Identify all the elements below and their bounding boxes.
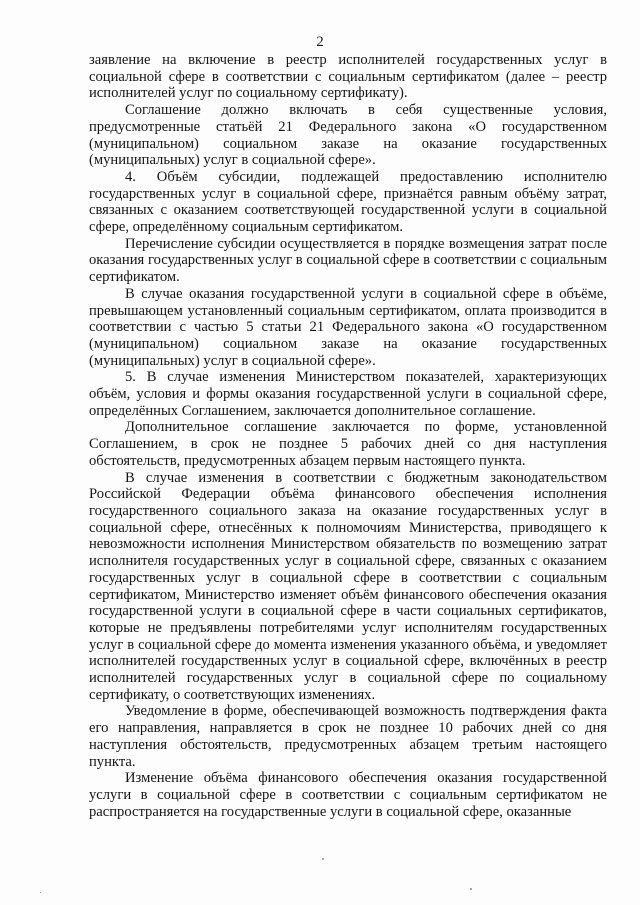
document-body [89,52,607,820]
paragraph: Дополнительное соглашение заключается по форме, установленной Соглашением, в срок не позднее 5 рабочих дней со дня наступления обстоятельств, предусмотренных абзацем первым настоящего пункта. [89,419,607,469]
scan-speck [322,858,324,860]
paragraph-item-5: 5. В случае изменения Министерством показателей, характеризующих объём, условия и формы оказания государственной услуги в социальной сфере, определённых Соглашением, заключается дополнительное соглашение. [89,369,607,419]
paragraph: Уведомление в форме, обеспечивающей возможность подтверждения факта его направления, направляется в срок не позднее 10 рабочих дней со дня наступления обстоятельств, предусмотренных абзацем третьим настоящего пункта. [89,703,607,770]
paragraph-continuation: заявление на включение в реестр исполнителей государственных услуг в социальной сфере в соответствии с социальным сертификатом (далее – реестр исполнителей услуг по социальному сертификату). [89,52,607,102]
paragraph: В случае оказания государственной услуги в социальной сфере в объёме, превышающем установленный социальным сертификатом, оплата производится в соответствии с частью 5 статьи 21 Федерального закона «О государственном (муниципальном) социальном заказе на оказание государственных (муниципальных) услуг в социальной сфере». [89,285,607,369]
scan-speck [40,892,41,893]
paragraph: Изменение объёма финансового обеспечения оказания государственной услуги в социальной сфере в соответствии с социальным сертификатом не распространяется на государственные услуги в социальной сфере, оказанные [89,770,607,820]
paragraph: В случае изменения в соответствии с бюджетным законодательством Российской Федерации объёма финансового обеспечения исполнения государственного социального заказа на оказание государственных услуг в социальной сфере, отнесённых к полномочиям Министерства, приводящего к невозможности исполнения Министерством обязательств по возмещению затрат исполнителя государственных услуг в социальной сфере, связанных с оказанием государственных услуг в социальной сфере в соответствии с социальным сертификатом, Министерство изменяет объём финансового обеспечения оказания государственной услуги в социальной сфере в части социальных сертификатов, которые не предъявлены потребителями услуг исполнителям государственных услуг в социальной сфере до момента изменения указанного объёма, и уведомляет исполнителей государственных услуг в социальной сфере, включённых в реестр исполнителей государственных услуг в социальной сфере по социальному сертификату, о соответствующих изменениях. [89,469,607,703]
scan-speck [470,888,472,890]
paragraph-item-4: 4. Объём субсидии, подлежащей предоставлению исполнителю государственных услуг в социальной сфере, признаётся равным объёму затрат, связанных с оказанием соответствующей государственной услуги в социальной сфере, определённому социальным сертификатом. [89,168,607,236]
page-number: 2 [316,34,324,50]
paragraph: Соглашение должно включать в себя существенные условия, предусмотренные статьёй 21 Федерального закона «О государственном (муниципальном) социальном заказе на оказание государственных (муниципальных) услуг в социальной сфере». [89,102,607,169]
paragraph: Перечисление субсидии осуществляется в порядке возмещения затрат после оказания государственных услуг в социальной сфере в соответствии с социальным сертификатом. [89,235,607,286]
